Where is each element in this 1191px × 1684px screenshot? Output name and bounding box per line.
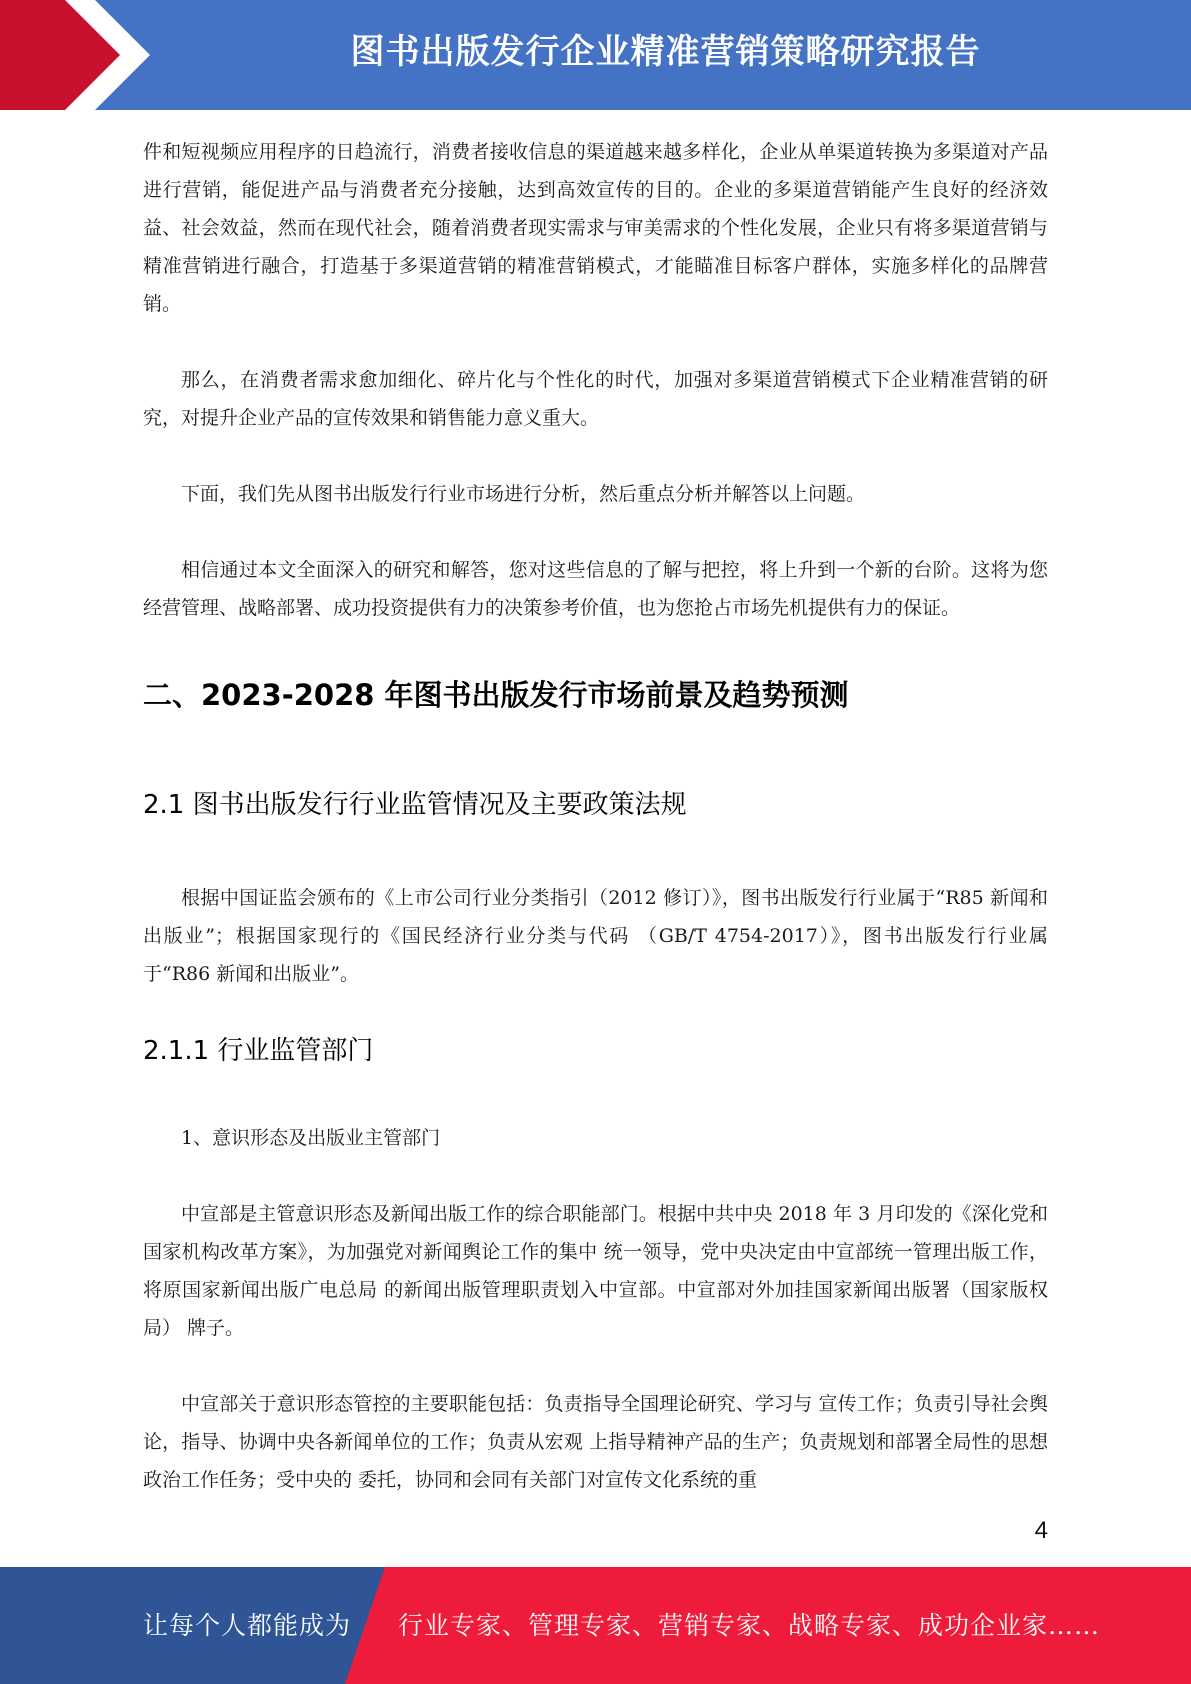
paragraph-5: 根据中国证监会颁布的《上市公司行业分类指引（2012 修订）》，图书出版发行行业属于“R85 新闻和出版业”；根据国家现行的《国民经济行业分类与代码 （GB/T 4754-2017）》，图书出版发行行业属于“R86 新闻和出版业”。 — [143, 887, 1048, 985]
paragraph-4: 相信通过本文全面深入的研究和解答，您对这些信息的了解与把控，将上升到一个新的台阶。这将为您经营管理、战略部署、成功投资提供有力的决策参考价值，也为您抢占市场先机提供有力的保证。 — [143, 559, 1048, 619]
paragraph-6: 中宣部是主管意识形态及新闻出版工作的综合职能部门。根据中共中央 2018 年 3 月印发的《深化党和国家机构改革方案》，为加强党对新闻舆论工作的集中 统一领导，党中央决定由中宣部统一管理出版工作，将原国家新闻出版广电总局 的新闻出版管理职责划入中宣部。中宣部对外加挂国家新闻出版署（国家版权局） 牌子。 — [143, 1203, 1048, 1339]
paragraph-2: 那么，在消费者需求愈加细化、碎片化与个性化的时代，加强对多渠道营销模式下企业精准营销的研究，对提升企业产品的宣传效果和销售能力意义重大。 — [143, 369, 1048, 429]
page-footer — [0, 1567, 1191, 1684]
paragraph-1: 件和短视频应用程序的日趋流行，消费者接收信息的渠道越来越多样化，企业从单渠道转换为多渠道对产品进行营销，能促进产品与消费者充分接触，达到高效宣传的目的。企业的多渠道营销能产生良好的经济效益、社会效益，然而在现代社会，随着消费者现实需求与审美需求的个性化发展，企业只有将多渠道营销与精准营销进行融合，打造基于多渠道营销的精准营销模式，才能瞄准目标客户群体，实施多样化的品牌营销。 — [143, 141, 1048, 315]
footer-slogan-left: 让每个人都能成为 — [143, 1611, 352, 1640]
page-number: 4 — [1034, 1517, 1048, 1544]
subsubsection-heading: 2.1.1 行业监管部门 — [143, 1036, 374, 1066]
footer-slogan-right: 行业专家、管理专家、营销专家、战略专家、成功企业家…… — [398, 1611, 1101, 1640]
paragraph-3: 下面，我们先从图书出版发行行业市场进行分析，然后重点分析并解答以上问题。 — [181, 483, 866, 505]
page-header — [0, 0, 1191, 110]
paragraph-7: 中宣部关于意识形态管控的主要职能包括：负责指导全国理论研究、学习与 宣传工作；负责引导社会舆论，指导、协调中央各新闻单位的工作；负责从宏观 上指导精神产品的生产；负责规划和部署全局性的思想政治工作任务；受中央的 委托，协同和会同有关部门对宣传文化系统的重 — [143, 1393, 1048, 1491]
list-item: 1、意识形态及出版业主管部门 — [181, 1127, 441, 1149]
subsection-heading: 2.1 图书出版发行行业监管情况及主要政策法规 — [143, 790, 687, 820]
page-content — [143, 133, 1048, 1537]
report-title: 图书出版发行企业精准营销策略研究报告 — [350, 32, 981, 72]
section-heading: 二、2023-2028 年图书出版发行市场前景及趋势预测 — [143, 678, 849, 712]
header-arrow-decoration — [0, 0, 160, 110]
